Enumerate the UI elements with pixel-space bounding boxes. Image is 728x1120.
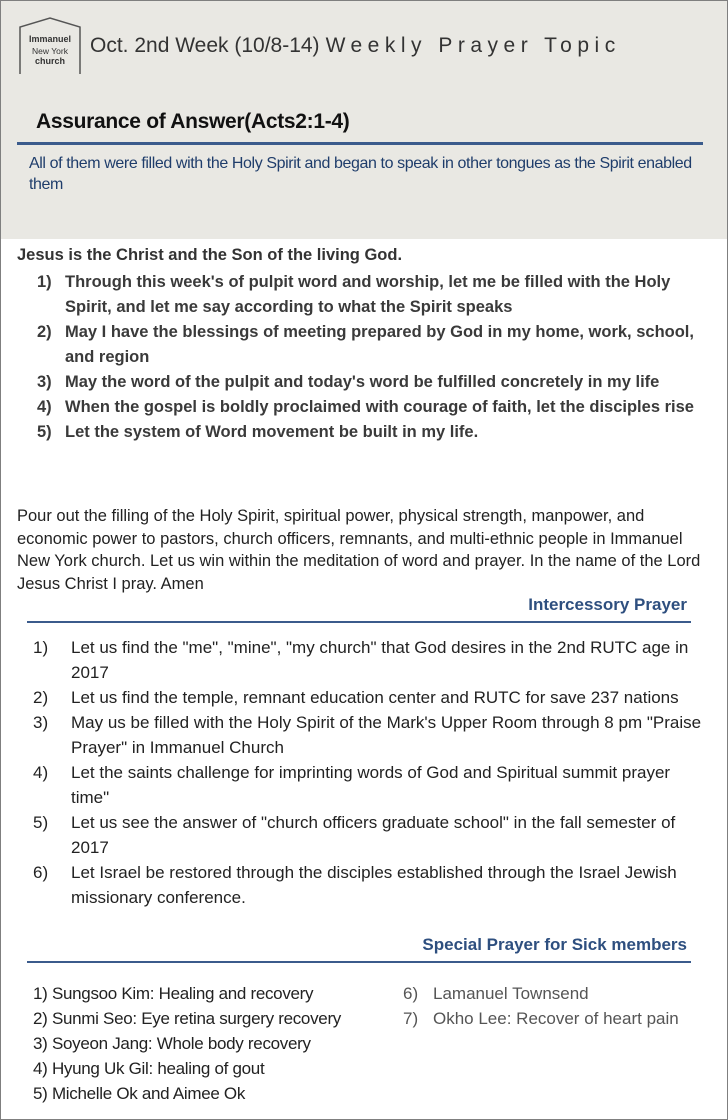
week-title — [90, 34, 621, 58]
item-text: Let us find the temple, remnant education center and RUTC for save 237 nations — [71, 688, 679, 707]
item-number: 3) — [37, 373, 52, 391]
list-item: 3) Soyeon Jang: Whole body recovery — [33, 1034, 311, 1053]
item-text: Let the saints challenge for imprinting words of God and Spiritual summit prayer time" — [71, 763, 671, 807]
item-number: 5) — [33, 813, 49, 832]
sick-members-title: Special Prayer for Sick members — [422, 935, 687, 954]
item-text: When the gospel is boldly proclaimed with courage of faith, let the disciples rise — [65, 398, 694, 416]
list-item — [17, 420, 717, 445]
list-item — [33, 860, 703, 910]
list-item: 2) Sunmi Seo: Eye retina surgery recovery — [33, 1009, 342, 1028]
main-prayer-section — [17, 244, 717, 445]
list-item — [33, 710, 703, 760]
sick-list-left — [33, 981, 393, 1106]
closing-prayer: Pour out the filling of the Holy Spirit, spiritual power, physical strength, manpower, and economic power to pastors, church officers, remnants, and multi-ethnic people in Immanuel New York church. Let us win within the meditation of word and prayer. In the name of the Lord Jesus Christ I pray. Amen — [17, 507, 701, 593]
item-text: May the word of the pulpit and today's word be fulfilled concretely in my life — [65, 373, 660, 391]
item-number: 3) — [33, 713, 49, 732]
item-number: 7) — [403, 1009, 419, 1028]
intercessory-divider — [27, 621, 691, 623]
item-number: 4) — [33, 763, 49, 782]
item-number: 1) — [37, 273, 52, 291]
item-text: Lamanuel Townsend — [433, 984, 589, 1003]
item-text: May us be filled with the Holy Spirit of the Mark's Upper Room through 8 pm "Praise Prayer" in Immanuel Church — [71, 713, 702, 757]
list-item: 1) Sungsoo Kim: Healing and recovery — [33, 984, 314, 1003]
list-item — [33, 810, 703, 860]
list-item — [33, 685, 703, 710]
item-number: 2) — [33, 688, 49, 707]
list-item — [17, 320, 717, 370]
logo-line-1: Immanuel — [28, 34, 71, 44]
topic-label: Weekly Prayer Topic — [325, 34, 621, 57]
item-text: May I have the blessings of meeting prepared by God in my home, work, school, and region — [65, 323, 694, 366]
sick-members-divider — [27, 961, 691, 963]
item-text: Let us see the answer of "church officers graduate school" in the fall semester of 2017 — [71, 813, 676, 857]
logo-line-3: church — [34, 56, 65, 66]
item-number: 6) — [403, 984, 419, 1003]
list-item — [33, 760, 703, 810]
list-item — [33, 635, 703, 685]
item-number: 4) — [37, 398, 52, 416]
item-number: 5) — [37, 423, 52, 441]
item-text: Let Israel be restored through the disciples established through the Israel Jewish missionary conference. — [71, 863, 677, 907]
list-item — [17, 270, 717, 320]
page-title: Assurance of Answer(Acts2:1-4) — [36, 110, 350, 133]
list-item — [403, 981, 723, 1006]
item-text: Let the system of Word movement be built in my life. — [65, 423, 479, 441]
title-divider — [17, 142, 703, 145]
list-item: 4) Hyung Uk Gil: healing of gout — [33, 1059, 265, 1078]
intercessory-title: Intercessory Prayer — [528, 595, 687, 614]
main-lead: Jesus is the Christ and the Son of the living God. — [17, 246, 403, 264]
scripture-verse: All of them were filled with the Holy Spirit and began to speak in other tongues as the Spirit enabled them — [29, 155, 692, 193]
logo-line-2: New York — [32, 46, 68, 56]
item-number: 2) — [37, 323, 52, 341]
intercessory-list — [33, 635, 703, 910]
church-logo — [19, 17, 81, 75]
item-text: Let us find the "me", "mine", "my church" that God desires in the 2nd RUTC age in 2017 — [71, 638, 689, 682]
header-panel — [1, 1, 727, 239]
week-label: Oct. 2nd Week (10/8-14) — [90, 34, 320, 57]
item-text: Through this week's of pulpit word and worship, let me be filled with the Holy Spirit, and let me say according to what the Spirit speaks — [65, 273, 671, 316]
list-item — [17, 370, 717, 395]
list-item: 5) Michelle Ok and Aimee Ok — [33, 1084, 246, 1103]
main-prayer-list — [17, 270, 717, 445]
item-text: Okho Lee: Recover of heart pain — [433, 1009, 679, 1028]
item-number: 6) — [33, 863, 49, 882]
list-item — [403, 1006, 723, 1031]
sick-list-right — [403, 981, 723, 1031]
item-number: 1) — [33, 638, 49, 657]
list-item — [17, 395, 717, 420]
